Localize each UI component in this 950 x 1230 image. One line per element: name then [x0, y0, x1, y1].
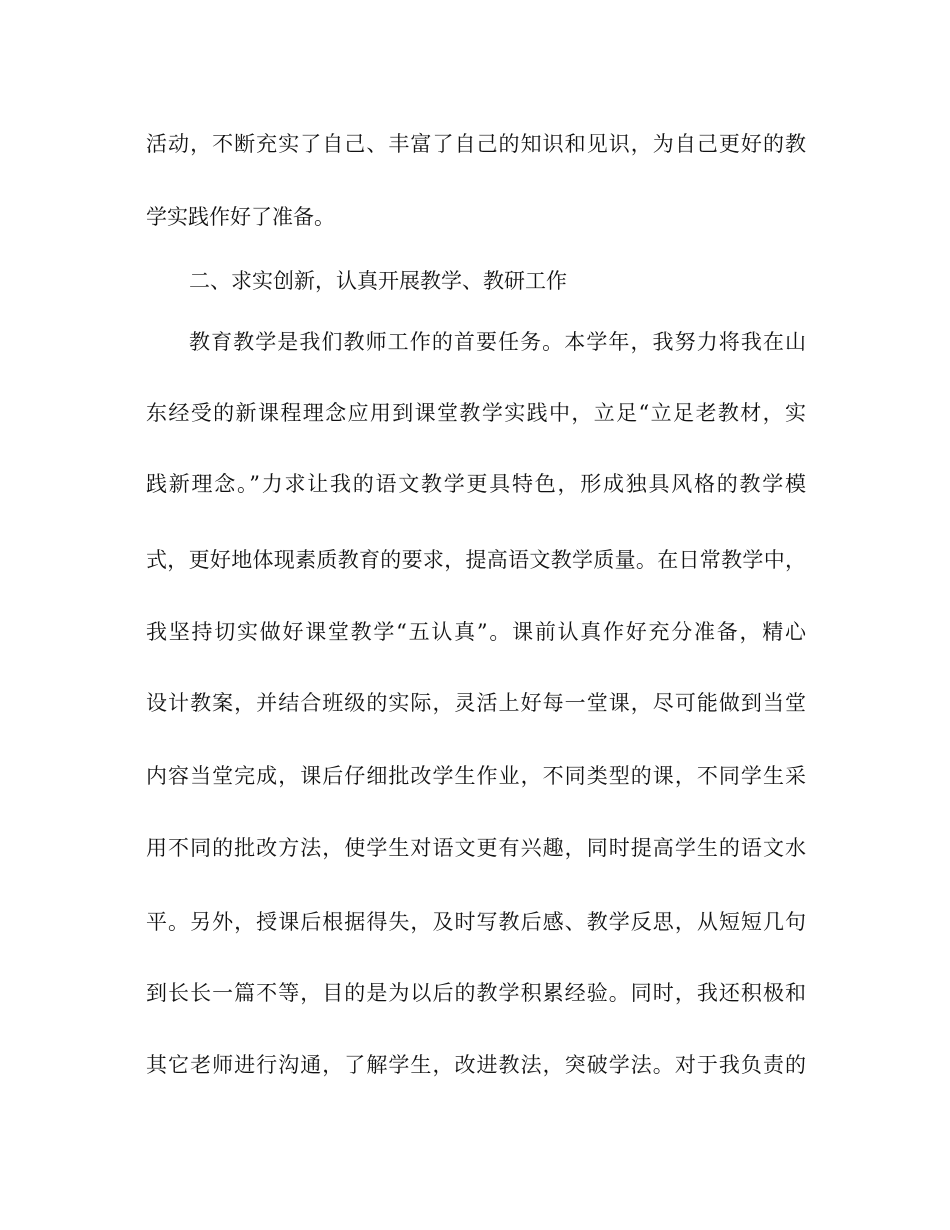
body-text-line: 平。另外，授课后根据得失，及时写教后感、教学反思，从短短几句 [146, 910, 808, 934]
body-text-line: 内容当堂完成，课后仔细批改学生作业，不同类型的课，不同学生采 [146, 764, 808, 788]
body-text-line: 东经受的新课程理念应用到课堂教学实践中，立足“立足老教材，实 [146, 401, 808, 425]
body-text-line: 学实践作好了准备。 [146, 205, 335, 229]
body-text-line: 用不同的批改方法，使学生对语文更有兴趣，同时提高学生的语文水 [146, 836, 808, 860]
body-text-line: 设计教案，并结合班级的实际，灵活上好每一堂课，尽可能做到当堂 [146, 691, 808, 715]
paragraph-first-line: 教育教学是我们教师工作的首要任务。本学年，我努力将我在山 [189, 330, 808, 354]
section-heading: 二、求实创新，认真开展教学、教研工作 [189, 269, 567, 293]
body-text-line: 践新理念。”力求让我的语文教学更具特色，形成独具风格的教学模 [146, 472, 808, 496]
body-text-line: 到长长一篇不等，目的是为以后的教学积累经验。同时，我还积极和 [146, 981, 808, 1005]
body-text-line: 活动，不断充实了自己、丰富了自己的知识和见识，为自己更好的教 [146, 132, 808, 156]
body-text-line: 其它老师进行沟通，了解学生，改进教法，突破学法。对于我负责的 [146, 1053, 808, 1077]
body-text-line: 我坚持切实做好课堂教学“五认真”。课前认真作好充分准备，精心 [146, 620, 808, 644]
body-text-line: 式，更好地体现素质教育的要求，提高语文教学质量。在日常教学中， [146, 548, 807, 572]
